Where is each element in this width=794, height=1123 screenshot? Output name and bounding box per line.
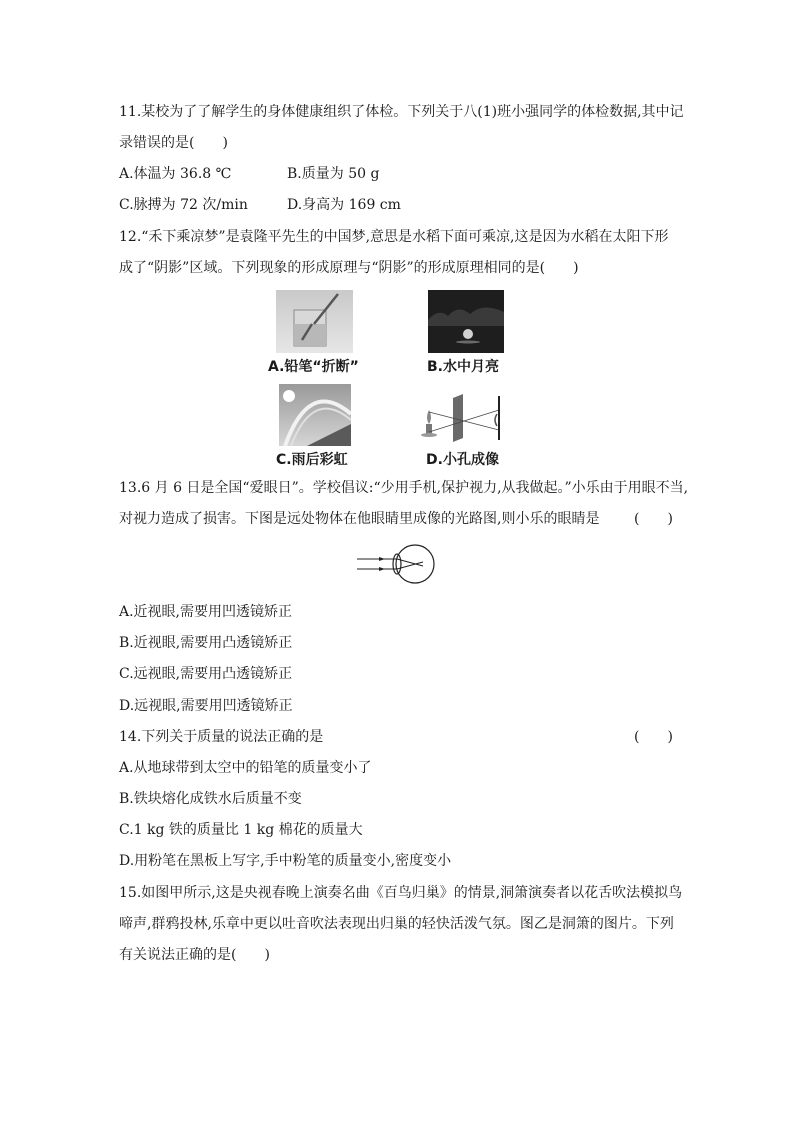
moon-in-water-image — [428, 290, 504, 353]
q15-stem-line1: 15.如图甲所示,这是央视春晚上演奏名曲《百鸟归巢》的情景,洞箫演奏者以花舌吹法模拟鸟 — [119, 885, 683, 901]
q15-stem-line2: 啼声,群鸦投林,乐章中更以吐音吹法表现出归巢的轻快活泼气氛。图乙是洞箫的图片。下列 — [119, 916, 674, 932]
q13-option-b: B.近视眼,需要用凸透镜矫正 — [119, 635, 293, 651]
q14-option-c: C.1 kg 铁的质量比 1 kg 棉花的质量大 — [119, 822, 363, 838]
pencil-in-water-image — [276, 290, 353, 353]
q14-option-b: B.铁块熔化成铁水后质量不变 — [119, 791, 302, 807]
q14-option-d: D.用粉笔在黑板上写字,手中粉笔的质量变小,密度变小 — [119, 853, 452, 869]
eye-light-path-diagram — [357, 542, 439, 586]
q11-option-d: D.身高为 169 cm — [287, 197, 401, 213]
q11-option-a: A.体温为 36.8 ℃ — [119, 166, 232, 182]
q12-caption-b: B.水中月亮 — [427, 359, 499, 375]
q12-stem-line2: 成了“阴影”区域。下列现象的形成原理与“阴影”的形成原理相同的是( ) — [119, 260, 579, 276]
q12-stem-line1: 12.“禾下乘凉梦”是袁隆平先生的中国梦,意思是水稻下面可乘凉,这是因为水稻在太阳下形 — [119, 229, 669, 245]
q13-option-c: C.远视眼,需要用凸透镜矫正 — [119, 666, 293, 682]
q12-caption-a: A.铅笔“折断” — [268, 359, 359, 375]
pinhole-imaging-image — [415, 384, 513, 446]
q13-option-d: D.远视眼,需要用凹透镜矫正 — [119, 698, 293, 714]
q13-stem-line2: 对视力造成了损害。下图是远处物体在他眼睛里成像的光路图,则小乐的眼睛是 — [119, 511, 600, 527]
q11-stem-line2: 录错误的是( ) — [119, 135, 228, 151]
q12-caption-c: C.雨后彩虹 — [276, 452, 348, 468]
q14-answer-paren: ( ) — [634, 729, 673, 745]
rainbow-image — [279, 384, 351, 446]
q14-stem: 14.下列关于质量的说法正确的是 — [119, 729, 324, 745]
q11-option-b: B.质量为 50 g — [287, 166, 380, 182]
q12-caption-d: D.小孔成像 — [426, 452, 499, 468]
q11-option-c: C.脉搏为 72 次/min — [119, 197, 248, 213]
q13-option-a: A.近视眼,需要用凹透镜矫正 — [119, 604, 293, 620]
q15-stem-line3: 有关说法正确的是( ) — [119, 947, 270, 963]
q11-stem-line1: 11.某校为了了解学生的身体健康组织了体检。下列关于八(1)班小强同学的体检数据,其中记 — [119, 104, 684, 120]
q13-stem-line1: 13.6 月 6 日是全国“爱眼日”。学校倡议:“少用手机,保护视力,从我做起。”小乐由于用眼不当, — [119, 480, 689, 496]
q14-option-a: A.从地球带到太空中的铅笔的质量变小了 — [119, 760, 372, 776]
q13-answer-paren: ( ) — [634, 511, 673, 527]
